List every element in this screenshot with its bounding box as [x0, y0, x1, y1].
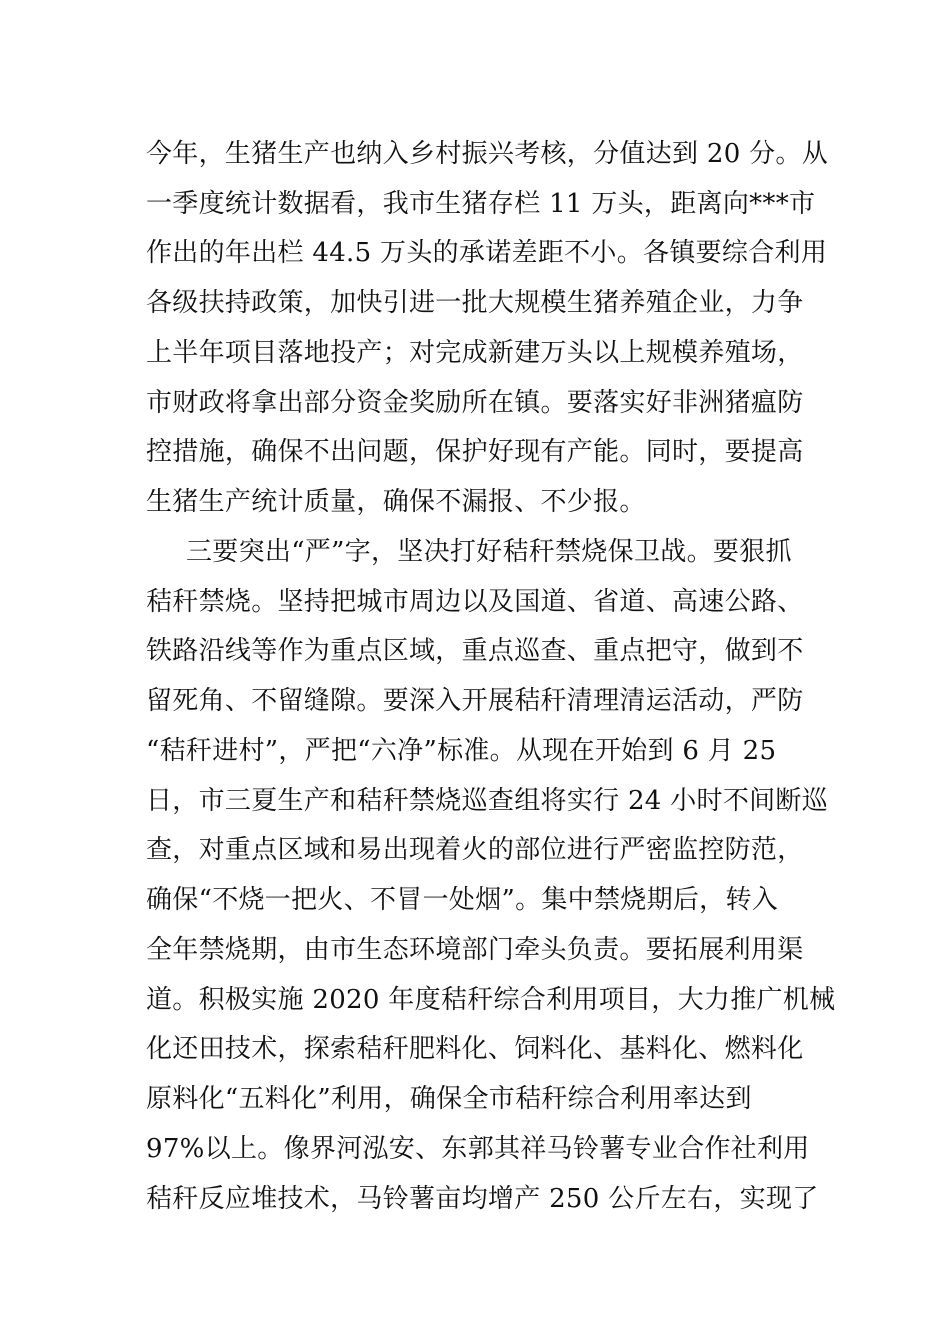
text-line: 原料化“五料化”利用，确保全市秸秆综合利用率达到	[146, 1084, 752, 1114]
text-line: 全年禁烧期，由市生态环境部门牵头负责。要拓展利用渠	[146, 935, 804, 965]
text-line: 一季度统计数据看，我市生猪存栏 11 万头，距离向***市	[146, 189, 816, 219]
text-line: “秸秆进村”，严把“六净”标准。从现在开始到 6 月 25	[146, 736, 777, 766]
text-line: 查，对重点区域和易出现着火的部位进行严密监控防范，	[146, 835, 804, 865]
text-line: 秸秆反应堆技术，马铃薯亩均增产 250 公斤左右，实现了	[146, 1184, 819, 1214]
text-line: 今年，生猪生产也纳入乡村振兴考核，分值达到 20 分。从	[146, 139, 829, 169]
text-line: 铁路沿线等作为重点区域，重点巡查、重点把守，做到不	[146, 636, 804, 666]
text-line: 控措施，确保不出问题，保护好现有产能。同时，要提高	[146, 437, 804, 467]
text-line: 道。积极实施 2020 年度秸秆综合利用项目，大力推广机械	[146, 985, 836, 1015]
text-line: 各级扶持政策，加快引进一批大规模生猪养殖企业，力争	[146, 288, 804, 318]
text-line: 作出的年出栏 44.5 万头的承诺差距不小。各镇要综合利用	[146, 238, 828, 268]
text-line: 生猪生产统计质量，确保不漏报、不少报。	[146, 487, 646, 517]
text-line: 化还田技术，探索秸秆肥料化、饲料化、基料化、燃料化	[146, 1034, 804, 1064]
text-line: 确保“不烧一把火、不冒一处烟”。集中禁烧期后，转入	[146, 885, 779, 915]
text-line: 上半年项目落地投产；对完成新建万头以上规模养殖场，	[146, 338, 804, 368]
text-line: 97%以上。像界河泓安、东郭其祥马铃薯专业合作社利用	[146, 1134, 810, 1164]
text-line: 日，市三夏生产和秸秆禁烧巡查组将实行 24 小时不间断巡	[146, 786, 829, 816]
paragraph-first-line: 三要突出“严”字，坚决打好秸秆禁烧保卫战。要狠抓	[186, 537, 792, 567]
text-line: 市财政将拿出部分资金奖励所在镇。要落实好非洲猪瘟防	[146, 388, 804, 418]
text-line: 秸秆禁烧。坚持把城市周边以及国道、省道、高速公路、	[146, 587, 804, 617]
text-line: 留死角、不留缝隙。要深入开展秸秆清理清运活动，严防	[146, 686, 804, 716]
